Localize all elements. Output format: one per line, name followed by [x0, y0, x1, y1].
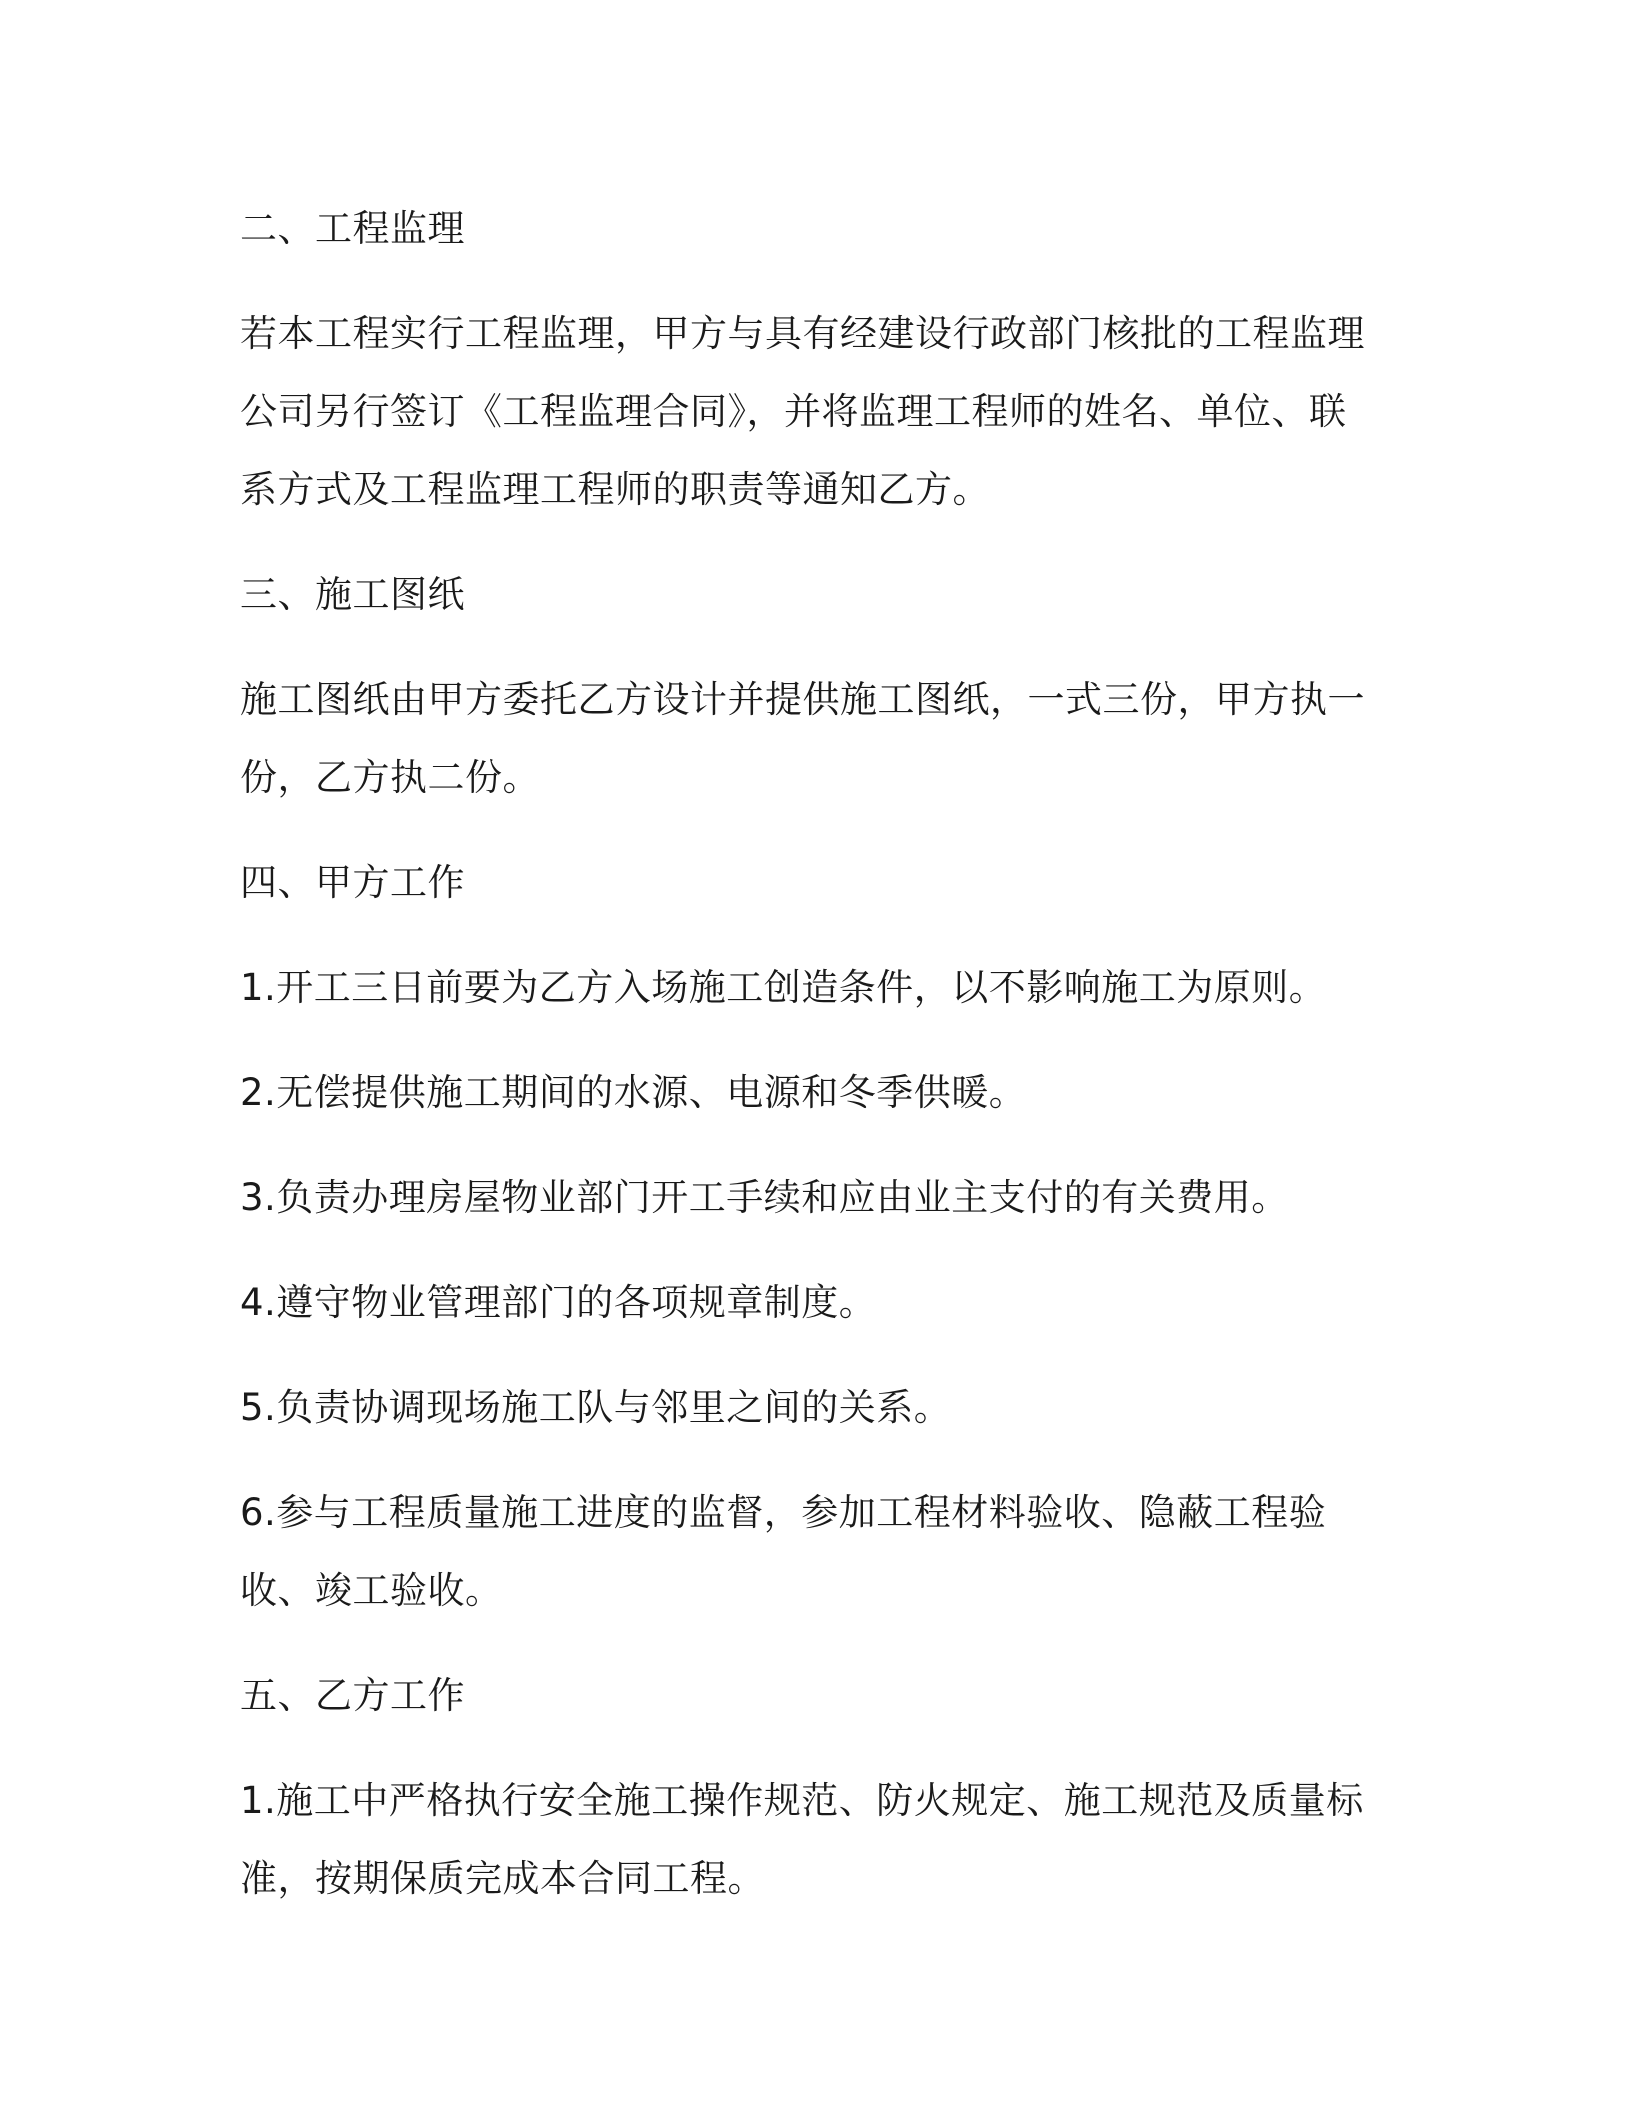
document-body	[240, 190, 1370, 1945]
section-heading-drawings: 三、施工图纸	[240, 573, 465, 616]
party-a-duty-item: 5.负责协调现场施工队与邻里之间的关系。	[240, 1386, 952, 1429]
party-a-duty-item: 6.参与工程质量施工进度的监督，参加工程材料验收、隐蔽工程验收、竣工验收。	[240, 1491, 1327, 1612]
party-a-duty-item: 1.开工三日前要为乙方入场施工创造条件，以不影响施工为原则。	[240, 966, 1327, 1009]
party-a-duty-item: 4.遵守物业管理部门的各项规章制度。	[240, 1281, 877, 1324]
supervision-paragraph: 若本工程实行工程监理，甲方与具有经建设行政部门核批的工程监理公司另行签订《工程监理合同》，并将监理工程师的姓名、单位、联系方式及工程监理工程师的职责等通知乙方。	[240, 312, 1365, 511]
drawings-paragraph: 施工图纸由甲方委托乙方设计并提供施工图纸，一式三份，甲方执一份，乙方执二份。	[240, 678, 1365, 799]
section-heading-party-a-duties: 四、甲方工作	[240, 861, 465, 904]
party-b-duty-item: 1.施工中严格执行安全施工操作规范、防火规定、施工规范及质量标准，按期保质完成本合同工程。	[240, 1779, 1364, 1900]
party-a-duty-item: 3.负责办理房屋物业部门开工手续和应由业主支付的有关费用。	[240, 1176, 1289, 1219]
section-heading-party-b-duties: 五、乙方工作	[240, 1674, 465, 1717]
section-heading-supervision: 二、工程监理	[240, 207, 465, 250]
party-a-duty-item: 2.无偿提供施工期间的水源、电源和冬季供暖。	[240, 1071, 1027, 1114]
